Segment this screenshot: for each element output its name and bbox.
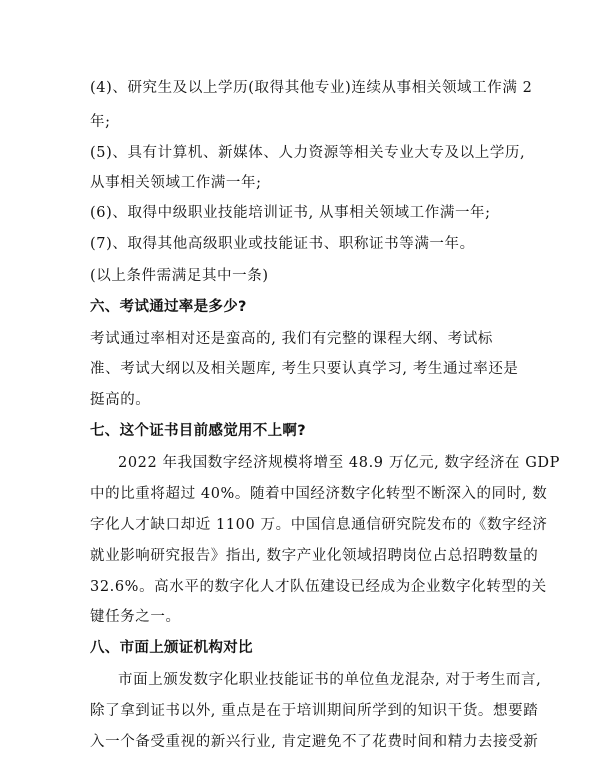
text-line: 准、考试大纲以及相关题库, 考生只要认真学习, 考生通过率还是	[90, 361, 519, 377]
text-line: 挺高的。	[90, 392, 151, 408]
text-line: 考试通过率相对还是蛮高的, 我们有完整的课程大纲、考试标	[90, 331, 494, 347]
text-line: 键任务之一。	[90, 609, 181, 625]
text-line: (7)、取得其他高级职业或技能证书、职称证书等满一年。	[90, 236, 475, 252]
text-line: 2022 年我国数字经济规模将增至 48.9 万亿元, 数字经济在 GDP	[118, 455, 561, 471]
text-line: (4)、研究生及以上学历(取得其他专业)连续从事相关领域工作满 2	[90, 80, 533, 96]
section-heading: 七、这个证书目前感觉用不上啊?	[90, 423, 306, 439]
section-heading: 八、市面上颁证机构对比	[90, 640, 253, 656]
text-line: 入一个备受重视的新兴行业, 肯定避免不了花费时间和精力去接受新	[90, 734, 539, 750]
text-line: 中的比重将超过 40%。随着中国经济数字化转型不断深入的同时, 数	[90, 486, 548, 502]
text-line: (以上条件需满足其中一条)	[90, 268, 269, 284]
text-line: (6)、取得中级职业技能培训证书, 从事相关领域工作满一年;	[90, 205, 491, 221]
text-line: (5)、具有计算机、新媒体、人力资源等相关专业大专及以上学历,	[90, 145, 526, 161]
text-line: 除了拿到证书以外, 重点是在于培训期间所学到的知识干货。想要踏	[90, 703, 539, 719]
text-line: 从事相关领域工作满一年;	[90, 175, 262, 191]
section-heading: 六、考试通过率是多少?	[90, 299, 247, 315]
text-line: 年;	[90, 114, 111, 130]
text-line: 32.6%。高水平的数字化人才队伍建设已经成为企业数字化转型的关	[90, 579, 547, 595]
text-line: 就业影响研究报告》指出, 数字产业化领域招聘岗位占总招聘数量的	[90, 548, 539, 564]
text-line: 字化人才缺口却近 1100 万。中国信息通信研究院发布的《数字经济	[90, 517, 548, 533]
text-line: 市面上颁发数字化职业技能证书的单位鱼龙混杂, 对于考生而言,	[118, 672, 542, 688]
